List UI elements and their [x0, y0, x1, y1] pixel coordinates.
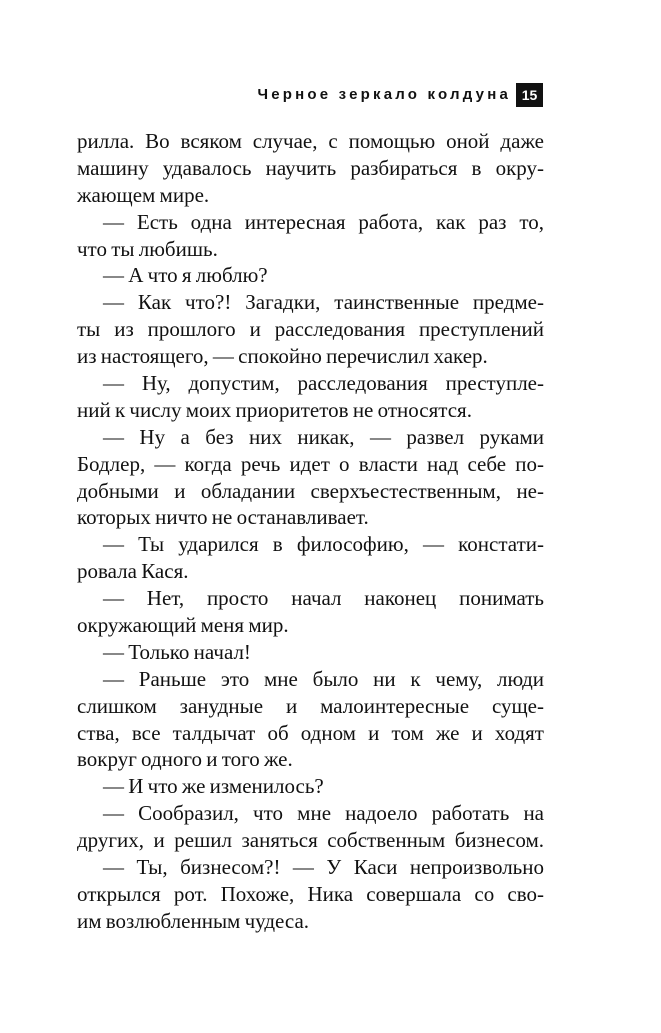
text-line: ты из прошлого и расследования преступлений: [77, 317, 544, 342]
text-line: — Ну а без них никак, — развел руками: [103, 424, 544, 449]
text-line: слишком занудные и малоинтересные суще-: [77, 693, 544, 718]
text-line: машину удавалось научить разбираться в окру-: [77, 155, 544, 180]
text-line: — Как что?! Загадки, таинственные предме-: [103, 290, 544, 315]
text-line: — И что же изменилось?: [103, 774, 324, 799]
text-line: — Ну, допустим, расследования преступле-: [103, 371, 544, 396]
text-line: Бодлер, — когда речь идет о власти над себе по-: [77, 451, 544, 476]
text-line: — Ты, бизнесом?! — У Каси непроизвольно: [103, 855, 544, 880]
text-line: ровала Кася.: [77, 559, 189, 584]
text-line: что ты любишь.: [77, 236, 218, 261]
running-header: [0, 83, 661, 109]
text-line: рилла. Во всяком случае, с помощью оной даже: [77, 129, 544, 153]
text-line: — Только начал!: [103, 639, 251, 664]
text-line: — Ты ударился в философию, — констати-: [103, 532, 544, 557]
running-title: Черное зеркало колдуна: [257, 86, 511, 103]
text-line: им возлюбленным чудеса.: [77, 908, 310, 933]
text-line: — А что я люблю?: [103, 263, 268, 288]
page-number: 15: [516, 83, 543, 107]
text-line: ства, все талдычат об одном и том же и ходят: [77, 720, 544, 745]
text-line: жающем мире.: [77, 182, 210, 207]
text-line: окружающий меня мир.: [77, 613, 289, 638]
text-line: — Сообразил, что мне надоело работать на: [103, 801, 544, 826]
text-line: которых ничто не останавливает.: [77, 505, 369, 530]
text-line: — Раньше это мне было ни к чему, люди: [103, 666, 544, 691]
text-line: — Нет, просто начал наконец понимать: [103, 586, 544, 611]
text-line: открылся рот. Похоже, Ника совершала со сво-: [77, 881, 544, 906]
text-line: добными и обладании сверхъестественным, не-: [77, 478, 544, 503]
body-text: [77, 128, 544, 935]
text-line: — Есть одна интересная работа, как раз то,: [103, 209, 544, 234]
text-line: вокруг одного и того же.: [77, 747, 293, 772]
text-line: из настоящего, — спокойно перечислил хакер.: [77, 344, 488, 369]
text-line: ний к числу моих приоритетов не относятся.: [77, 397, 472, 422]
text-line: других, и решил заняться собственным бизнесом.: [77, 828, 544, 853]
